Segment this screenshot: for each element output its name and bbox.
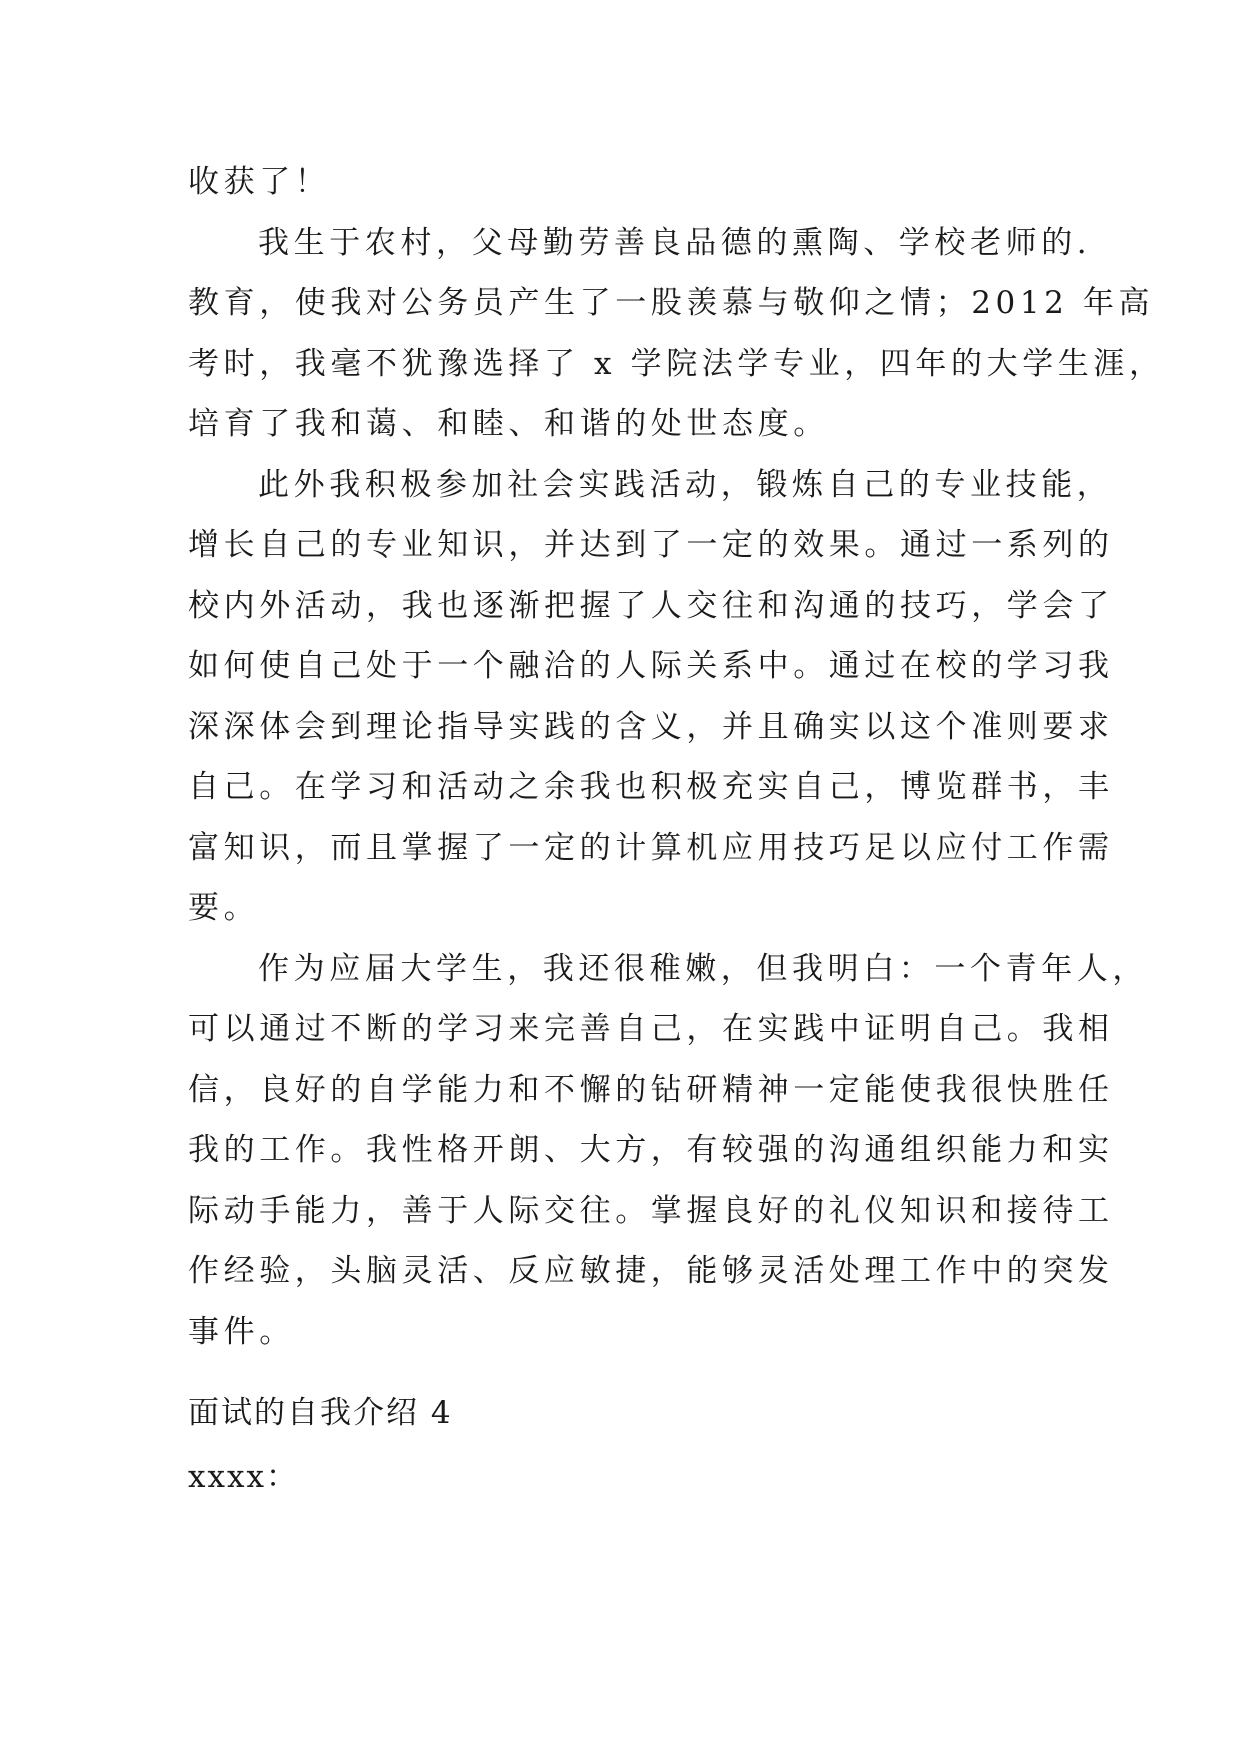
text-line: 我的工作。我性格开朗、大方，有较强的沟通组织能力和实 — [188, 1132, 1114, 1168]
salutation: xxxx： — [188, 1459, 299, 1495]
text-line: 校内外活动，我也逐渐把握了人交往和沟通的技巧，学会了 — [188, 587, 1114, 624]
text-line: 培育了我和蔼、和睦、和谐的处世态度。 — [188, 406, 829, 442]
text-line: 收获了！ — [188, 164, 331, 200]
text-line: 考时，我毫不犹豫选择了 x 学院法学专业，四年的大学生涯， — [188, 345, 1165, 382]
text-line: 作经验，头脑灵活、反应敏捷，能够灵活处理工作中的突发 — [188, 1253, 1114, 1289]
text-line: 教育，使我对公务员产生了一股羡慕与敬仰之情；2012 年高 — [188, 285, 1155, 321]
text-line: 增长自己的专业知识，并达到了一定的效果。通过一系列的 — [188, 527, 1114, 563]
section-heading: 面试的自我介绍 4 — [188, 1395, 453, 1431]
text-line: 信，良好的自学能力和不懈的钻研精神一定能使我很快胜任 — [188, 1071, 1114, 1108]
text-line: 事件。 — [188, 1313, 295, 1350]
text-line: 可以通过不断的学习来完善自己，在实践中证明自己。我相 — [188, 1011, 1114, 1047]
text-line: 际动手能力，善于人际交往。掌握良好的礼仪知识和接待工 — [188, 1192, 1114, 1229]
text-line: 要。 — [188, 890, 260, 926]
text-line: 此外我积极参加社会实践活动，锻炼自己的专业技能， — [258, 466, 1113, 503]
text-line: 深深体会到理论指导实践的含义，并且确实以这个准则要求 — [188, 708, 1114, 745]
body-text — [188, 152, 1165, 1362]
text-line: 自己。在学习和活动之余我也积极充实自己，博览群书，丰 — [188, 769, 1114, 805]
text-line: 如何使自己处于一个融洽的人际关系中。通过在校的学习我 — [188, 648, 1114, 684]
text-line: 我生于农村，父母勤劳善良品德的熏陶、学校老师的. — [258, 224, 1092, 261]
text-line: 富知识，而且掌握了一定的计算机应用技巧足以应付工作需 — [188, 829, 1114, 866]
text-line: 作为应届大学生，我还很稚嫩，但我明白：一个青年人， — [258, 950, 1148, 987]
